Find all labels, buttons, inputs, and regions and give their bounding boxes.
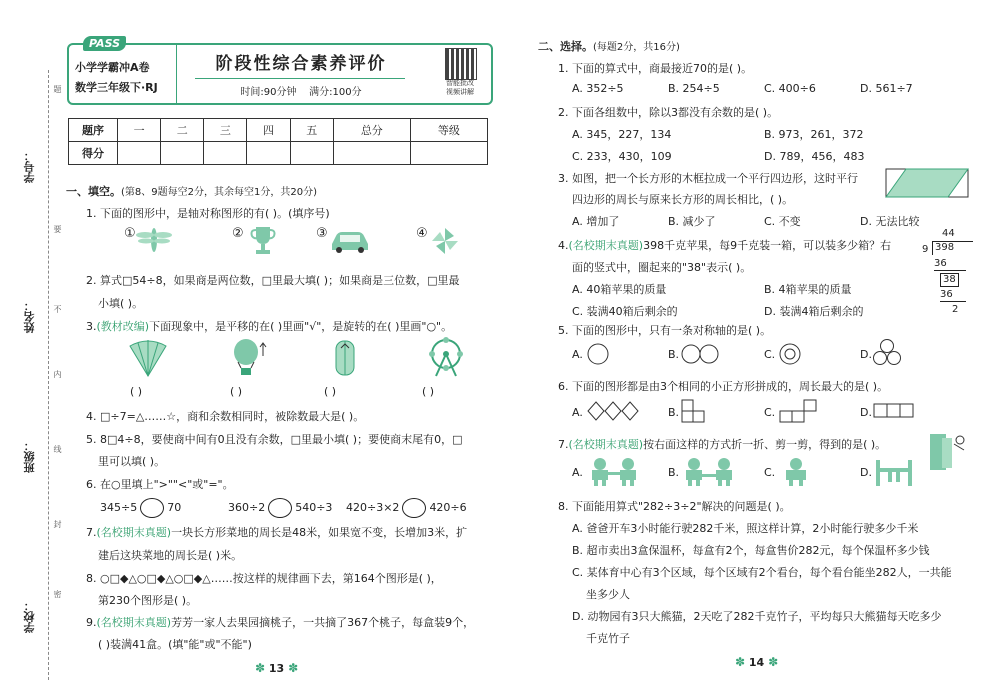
choice-option[interactable]: D. 动物园有3只大熊猫，2天吃了282千克竹子，平均每只大熊猫每天吃多少	[572, 610, 942, 623]
choice-option[interactable]: D.	[860, 466, 872, 479]
car-icon	[328, 228, 372, 254]
choice-option[interactable]: B. 254÷5	[668, 82, 720, 95]
choice-option[interactable]: C.	[764, 406, 776, 419]
question-2-line-1: 2. 算式□54÷8，如果商是两位数，□里最大填( )；如果商是三位数，□里最	[86, 274, 460, 287]
binding-line	[48, 70, 50, 680]
concentric-circles-figure	[778, 342, 802, 366]
grade-label: 数学三年级下·RJ	[75, 81, 158, 94]
seal-char: 封	[53, 520, 62, 528]
choice-option-cont: 千克竹子	[586, 632, 630, 645]
choice-question-2: 2. 下面各组数中，除以3都没有余数的是( )。	[558, 106, 779, 119]
choice-option[interactable]: A. 爸爸开车3小时能行驶282千米，照这样计算，2小时能行驶多少千米	[572, 522, 919, 535]
choice-option[interactable]: B.	[668, 406, 680, 419]
three-circles-figure	[872, 338, 902, 366]
hot-air-balloon-icon	[228, 338, 268, 378]
source-tag: (名校期末真题)	[96, 616, 172, 629]
division-step: 36	[934, 258, 966, 271]
ferris-wheel-icon	[426, 336, 466, 378]
choice-option[interactable]: B. 减少了	[668, 215, 716, 228]
remainder: 2	[952, 304, 959, 315]
score-row-label: 得分	[69, 142, 118, 165]
compare-item	[228, 498, 332, 518]
choice-option[interactable]: D. 789，456，483	[764, 150, 865, 163]
question-text: 按右面这样的方式折一折、剪一剪，得到的是( )。	[643, 438, 887, 451]
seal-char: 密	[53, 590, 62, 598]
paper-person-c-figure	[780, 456, 812, 488]
question-5-line-2: 里可以填( )。	[98, 455, 166, 468]
elevator-icon	[330, 338, 360, 378]
choice-option[interactable]: C. 不变	[764, 215, 801, 228]
question-7-line-2: 建后这块菜地的周长是( )米。	[98, 549, 243, 562]
score-cell[interactable]	[161, 142, 204, 165]
choice-question-7: 7.(名校期末真题)按右面这样的方式折一折、剪一剪，得到的是( )。	[558, 438, 887, 451]
answer-blank[interactable]: ( )	[324, 385, 337, 398]
choice-option-cont: 坐多少人	[586, 588, 630, 601]
compare-item	[100, 498, 181, 518]
choice-option[interactable]: D.	[860, 348, 872, 361]
question-text: 398千克苹果，每9千克装一箱，可以装多少箱？右	[643, 239, 892, 252]
source-tag: (名校期末真题)	[568, 239, 644, 252]
table-row	[69, 142, 488, 165]
answer-blank[interactable]: ( )	[230, 385, 243, 398]
choice-option[interactable]: C. 233，430，109	[572, 150, 672, 163]
series-name: 小学学霸冲A卷	[75, 61, 150, 74]
table-header-cell: 等级	[410, 119, 487, 142]
choice-option[interactable]: D. 无法比较	[860, 215, 920, 228]
leaf-icon: ✽	[255, 661, 266, 675]
table-header-cell: 总分	[333, 119, 410, 142]
choice-question-3-line-1: 3. 如图，把一个长方形的木框拉成一个平行四边形，这时平行	[558, 172, 858, 185]
page-number-left	[255, 661, 298, 675]
choice-option[interactable]: A. 40箱苹果的质量	[572, 283, 667, 296]
paper-people-b-figure	[680, 456, 744, 488]
score-cell[interactable]	[333, 142, 410, 165]
question-8-line-2: 第230个图形是( )。	[98, 594, 198, 607]
table-header-cell: 一	[118, 119, 161, 142]
section-1-heading	[66, 183, 317, 199]
paper-people-a-figure	[586, 456, 650, 488]
score-cell[interactable]	[410, 142, 487, 165]
choice-option[interactable]: A. 增加了	[572, 215, 620, 228]
choice-option[interactable]: A.	[572, 348, 583, 361]
choice-question-4-line-1: 4.(名校期末真题)398千克苹果，每9千克装一箱，可以装多少箱？右	[558, 239, 892, 252]
seal-char: 不	[53, 305, 62, 313]
seal-char: 线	[53, 445, 62, 453]
qr-caption-line: 视频讲解	[446, 88, 474, 96]
source-tag: (名校期末真题)	[568, 438, 644, 451]
choice-option[interactable]: D. 561÷7	[860, 82, 913, 95]
choice-question-5: 5. 下面的图形中，只有一条对称轴的是( )。	[558, 324, 772, 337]
table-header-cell: 三	[204, 119, 247, 142]
page-number: 14	[748, 656, 765, 669]
table-header-cell: 五	[290, 119, 333, 142]
score-cell[interactable]	[290, 142, 333, 165]
section-title: 一、填空。	[66, 185, 121, 198]
question-1: 1. 下面的图形中，是轴对称图形的有( )。(填序号)	[86, 207, 330, 220]
question-2-line-2: 小填( )。	[98, 297, 144, 310]
answer-blank[interactable]: ( )	[422, 385, 435, 398]
exam-meta	[176, 83, 426, 98]
score-table	[68, 118, 488, 165]
exam-full-score: 满分:100分	[309, 87, 362, 98]
compare-item	[346, 498, 467, 518]
score-cell[interactable]	[118, 142, 161, 165]
table-header-cell: 四	[247, 119, 290, 142]
series-box	[69, 37, 177, 103]
page-number-right	[735, 655, 778, 669]
choice-question-4-line-2: 面的竖式中，圈起来的"38"表示( )。	[572, 261, 752, 274]
choice-option[interactable]: C. 装满40箱后剩余的	[572, 305, 678, 318]
choice-option[interactable]: B.	[668, 348, 680, 361]
expression: 420÷6	[429, 501, 467, 514]
source-tag: (名校期末真题)	[96, 526, 172, 539]
step-shape-figure	[778, 398, 824, 424]
compare-circle[interactable]	[140, 498, 164, 518]
choice-option[interactable]: B.	[668, 466, 680, 479]
section-note: (每题2分，共16分)	[593, 42, 680, 53]
l-shape-figure	[680, 398, 710, 424]
pinwheel-icon	[430, 226, 460, 256]
option-1: ①	[124, 226, 136, 241]
leaf-icon: ✽	[735, 655, 746, 669]
seal-char: 内	[53, 370, 62, 378]
section-note: (第8、9题每空2分，其余每空1分，共20分)	[121, 187, 317, 198]
long-division	[918, 228, 978, 318]
student-id-label: 学号：	[23, 150, 36, 183]
choice-option[interactable]: A. 345，227，134	[572, 128, 672, 141]
leaf-icon: ✽	[768, 655, 779, 669]
class-label: 班级：	[23, 440, 36, 473]
answer-blank[interactable]: ( )	[130, 385, 143, 398]
rectangle-parallelogram-figure	[884, 166, 974, 200]
dividend: 398	[932, 241, 973, 255]
question-4: 4. □÷7=△……☆，商和余数相同时，被除数最大是( )。	[86, 410, 365, 423]
choice-question-3-line-2: 四边形的周长与原来长方形的周长相比，( )。	[572, 193, 794, 206]
quotient: 44	[942, 228, 955, 239]
leaf-icon: ✽	[288, 661, 299, 675]
qr-code-icon[interactable]	[445, 48, 477, 80]
question-8-line-1: 8. ○□◆△○□◆△○□◆△……按这样的规律画下去，第164个图形是( )，	[86, 572, 442, 585]
choice-option[interactable]: D.	[860, 406, 872, 419]
question-text: 下面现象中，是平移的在( )里画"√"，是旋转的在( )里画"○"。	[149, 320, 453, 333]
choice-option[interactable]: D. 装满4箱后剩余的	[764, 305, 864, 318]
school-label: 学校：	[23, 600, 36, 633]
expression: 345÷5	[100, 501, 138, 514]
table-row	[69, 119, 488, 142]
circled-38: 38	[940, 273, 959, 287]
paper-cut-d-figure	[874, 456, 914, 488]
section-2-heading	[538, 38, 680, 54]
question-7-line-1: 7.(名校期末真题)一块长方形菜地的周长是48米，如果宽不变，长增加3米，扩	[86, 526, 468, 539]
question-9-line-2: ( )装满41盒。(填"能"或"不能")	[98, 638, 252, 651]
folding-fan-icon	[128, 338, 168, 378]
divisor: 9	[922, 244, 929, 255]
name-label: 姓名：	[23, 300, 36, 333]
choice-option[interactable]: C.	[764, 348, 776, 361]
choice-question-6: 6. 下面的图形都是由3个相同的小正方形拼成的，周长最大的是( )。	[558, 380, 889, 393]
compare-circle[interactable]	[268, 498, 292, 518]
question-3: 3.(教材改编)下面现象中，是平移的在( )里画"√"，是旋转的在( )里画"○"。	[86, 320, 453, 333]
brand-logo: PASS	[83, 36, 126, 51]
compare-circle[interactable]	[402, 498, 426, 518]
qr-caption-line: 智能批改	[446, 79, 474, 87]
choice-option[interactable]: C. 400÷6	[764, 82, 816, 95]
choice-option[interactable]: A.	[572, 406, 583, 419]
expression: 70	[167, 501, 182, 514]
question-text: 一块长方形菜地的周长是48米，如果宽不变，长增加3米，扩	[171, 526, 468, 539]
choice-option[interactable]: A. 352÷5	[572, 82, 624, 95]
option-3: ③	[316, 226, 328, 241]
diamond-squares-figure	[586, 400, 642, 422]
source-tag: (教材改编)	[96, 320, 150, 333]
score-cell[interactable]	[204, 142, 247, 165]
expression: 540÷3	[295, 501, 333, 514]
expression: 420÷3×2	[346, 501, 400, 514]
question-9-line-1: 9.(名校期末真题)芳芳一家人去果园摘桃子，一共摘了367个桃子，每盒装9个，	[86, 616, 475, 629]
exam-time: 时间:90分钟	[240, 87, 297, 98]
page-number: 13	[268, 662, 285, 675]
choice-option[interactable]: A.	[572, 466, 583, 479]
seal-char: 题	[53, 85, 62, 93]
circle-figure	[586, 342, 610, 366]
choice-option[interactable]: B. 973，261，372	[764, 128, 864, 141]
qr-caption	[435, 79, 485, 97]
expression: 360÷2	[228, 501, 266, 514]
table-header-cell: 二	[161, 119, 204, 142]
division-step: 36	[940, 289, 966, 302]
section-title: 二、选择。	[538, 40, 593, 53]
question-6: 6. 在○里填上">""<"或"="。	[86, 478, 234, 491]
folded-paper-figure	[924, 430, 968, 472]
choice-option[interactable]: B. 4箱苹果的质量	[764, 283, 852, 296]
option-2: ②	[232, 226, 244, 241]
choice-option[interactable]: B. 超市卖出3盒保温杯，每盒有2个，每盒售价282元，每个保温杯多少钱	[572, 544, 930, 557]
title-divider	[195, 78, 405, 79]
seal-char: 要	[53, 225, 62, 233]
choice-question-1: 1. 下面的算式中，商最接近70的是( )。	[558, 62, 753, 75]
exam-header	[67, 37, 493, 105]
choice-question-8: 8. 下面能用算式"282÷3÷2"解决的问题是( )。	[558, 500, 791, 513]
score-cell[interactable]	[247, 142, 290, 165]
choice-option[interactable]: C. 某体育中心有3个区域，每个区域有2个看台，每个看台能坐282人，一共能	[572, 566, 952, 579]
dragonfly-icon	[136, 226, 172, 254]
option-4: ④	[416, 226, 428, 241]
table-header-cell: 题序	[69, 119, 118, 142]
choice-option[interactable]: C.	[764, 466, 776, 479]
two-circles-figure	[680, 342, 720, 366]
trophy-icon	[248, 224, 278, 256]
page-title: 阶段性综合素养评价	[215, 54, 387, 74]
question-5-line-1: 5. 8□4÷8，要使商中间有0且没有余数，□里最小填( )；要使商末尾有0，□	[86, 433, 463, 446]
straight-shape-figure	[872, 401, 918, 421]
question-text: 芳芳一家人去果园摘桃子，一共摘了367个桃子，每盒装9个，	[171, 616, 475, 629]
